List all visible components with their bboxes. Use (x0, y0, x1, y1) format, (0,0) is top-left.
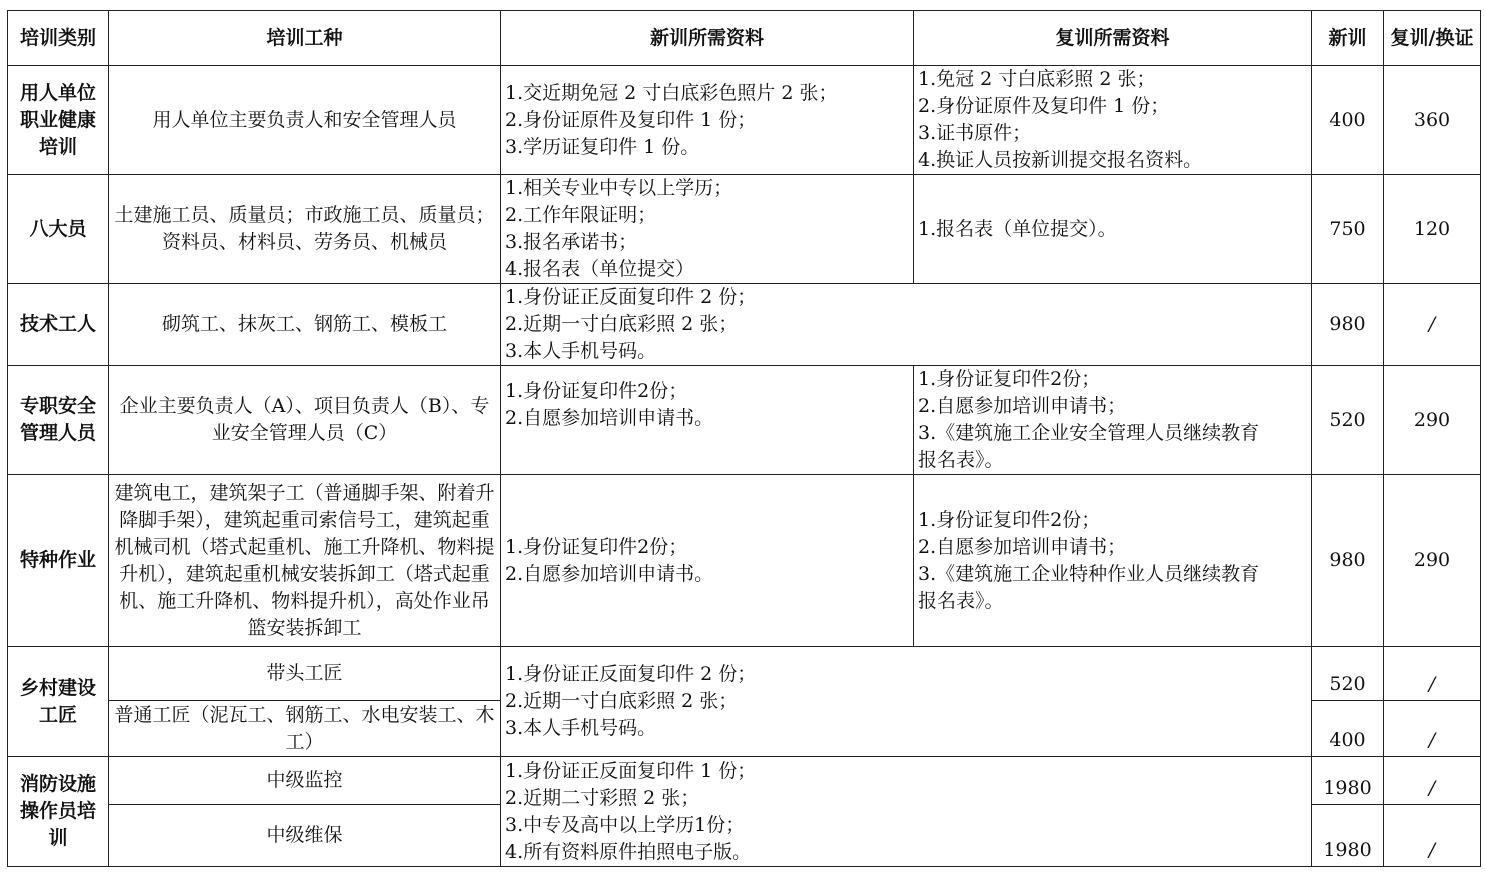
list-item: 2.近期一寸白底彩照 2 张； (505, 313, 738, 335)
header-new-fee: 新训 (1312, 11, 1384, 66)
category-cell: 特种作业 (8, 475, 109, 647)
table-row (8, 475, 1481, 647)
renew-fee-cell: 360 (1384, 66, 1481, 175)
renew-materials-cell (914, 475, 1312, 647)
jobtype-cell: 带头工匠 (109, 647, 501, 701)
table-row (8, 647, 1481, 701)
list-item: 4.报名表（单位提交） (505, 258, 695, 280)
jobtype-cell: 中级维保 (109, 805, 501, 867)
list-item: 2.自愿参加培训申请书； (918, 535, 1127, 558)
renew-fee-cell: / (1384, 757, 1481, 805)
new-fee-cell: 1980 (1312, 757, 1384, 805)
training-table (7, 10, 1481, 867)
list-item: 1.身份证正反面复印件 2 份； (505, 286, 757, 308)
new-fee-cell: 400 (1312, 701, 1384, 757)
jobtype-cell: 土建施工员、质量员；市政施工员、质量员；资料员、材料员、劳务员、机械员 (109, 175, 501, 284)
list-item: 2.近期二寸彩照 2 张； (505, 786, 700, 809)
new-fee-cell: 400 (1312, 66, 1384, 175)
new-fee-cell: 980 (1312, 284, 1384, 366)
new-materials-cell (501, 475, 914, 647)
renew-materials-cell (914, 366, 1312, 475)
table-row (8, 366, 1481, 475)
list-item: 3.中专及高中以上学历1份； (505, 813, 745, 836)
renew-fee-cell: 290 (1384, 475, 1481, 647)
renew-fee-cell: / (1384, 805, 1481, 867)
new-fee-cell: 980 (1312, 475, 1384, 647)
category-cell: 用人单位职业健康培训 (8, 66, 109, 175)
list-item: 2.近期一寸白底彩照 2 张； (505, 690, 738, 712)
renew-fee-cell: 120 (1384, 175, 1481, 284)
category-cell: 消防设施操作员培训 (8, 757, 109, 867)
new-fee-cell: 750 (1312, 175, 1384, 284)
renew-fee-cell: / (1384, 284, 1481, 366)
list-item: 3.本人手机号码。 (505, 717, 657, 739)
category-cell: 乡村建设工匠 (8, 647, 109, 757)
new-materials-cell (501, 366, 914, 475)
materials-cell (501, 647, 1312, 757)
list-item: 报名表》。 (918, 449, 1004, 471)
header-jobtype: 培训工种 (109, 11, 501, 66)
list-item: 3.学历证复印件 1 份。 (505, 135, 700, 158)
list-item: 1.身份证正反面复印件 1 份； (505, 759, 757, 782)
jobtype-cell: 用人单位主要负责人和安全管理人员 (109, 66, 501, 175)
list-item: 1.身份证复印件2份； (918, 508, 1101, 531)
table-row (8, 175, 1481, 284)
new-materials-cell (501, 66, 914, 175)
list-item: 3.本人手机号码。 (505, 340, 657, 362)
jobtype-cell: 普通工匠（泥瓦工、钢筋工、水电安装工、木工） (109, 701, 501, 757)
renew-materials-cell (914, 66, 1312, 175)
list-item: 1.免冠 2 寸白底彩照 2 张； (918, 68, 1156, 90)
list-item: 1.相关专业中专以上学历； (505, 177, 733, 199)
header-renew-materials: 复训所需资料 (914, 11, 1312, 66)
category-cell: 专职安全管理人员 (8, 366, 109, 475)
materials-cell (501, 757, 1312, 867)
jobtype-cell: 企业主要负责人（A）、项目负责人（B）、专业安全管理人员（C） (109, 366, 501, 475)
list-item: 2.工作年限证明； (505, 204, 657, 226)
list-item: 1.身份证复印件2份； (918, 368, 1101, 390)
jobtype-cell: 砌筑工、抹灰工、钢筋工、模板工 (109, 284, 501, 366)
renew-materials-cell (914, 175, 1312, 284)
header-row (8, 11, 1481, 66)
jobtype-cell: 中级监控 (109, 757, 501, 805)
list-item: 1.交近期免冠 2 寸白底彩色照片 2 张； (505, 81, 838, 104)
list-item: 报名表》。 (918, 589, 1004, 612)
new-fee-cell: 1980 (1312, 805, 1384, 867)
list-item: 1.身份证复印件2份； (505, 535, 688, 558)
list-item: 4.换证人员按新训提交报名资料。 (918, 149, 1203, 171)
new-materials-cell (501, 175, 914, 284)
list-item: 3.《建筑施工企业安全管理人员继续教育 (918, 422, 1260, 444)
list-item: 2.自愿参加培训申请书。 (505, 407, 714, 429)
header-renew-fee: 复训/换证 (1384, 11, 1481, 66)
header-category: 培训类别 (8, 11, 109, 66)
new-fee-cell: 520 (1312, 366, 1384, 475)
jobtype-cell: 建筑电工，建筑架子工（普通脚手架、附着升降脚手架），建筑起重司索信号工，建筑起重机械司机（塔式起重机、施工升降机、物料提升机），建筑起重机械安装拆卸工（塔式起重机、施工升降机、物料提升机），高处作业吊篮安装拆卸工 (109, 475, 501, 647)
category-cell: 技术工人 (8, 284, 109, 366)
table-row (8, 757, 1481, 805)
category-cell: 八大员 (8, 175, 109, 284)
new-fee-cell: 520 (1312, 647, 1384, 701)
list-item: 1.身份证复印件2份； (505, 380, 688, 402)
list-item: 1.身份证正反面复印件 2 份； (505, 663, 757, 685)
list-item: 4.所有资料原件拍照电子版。 (505, 840, 752, 863)
table-row (8, 284, 1481, 366)
renew-fee-cell: 290 (1384, 366, 1481, 475)
header-new-materials: 新训所需资料 (501, 11, 914, 66)
renew-fee-cell: / (1384, 701, 1481, 757)
list-item: 2.身份证原件及复印件 1 份； (918, 95, 1170, 117)
materials-cell (501, 284, 1312, 366)
table-row (8, 66, 1481, 175)
list-item: 2.自愿参加培训申请书； (918, 395, 1127, 417)
list-item: 1.报名表（单位提交）。 (918, 217, 1117, 240)
renew-fee-cell: / (1384, 647, 1481, 701)
list-item: 3.报名承诺书； (505, 231, 638, 253)
list-item: 3.证书原件； (918, 122, 1032, 144)
list-item: 2.身份证原件及复印件 1 份； (505, 108, 757, 131)
list-item: 2.自愿参加培训申请书。 (505, 562, 714, 585)
list-item: 3.《建筑施工企业特种作业人员继续教育 (918, 562, 1260, 585)
